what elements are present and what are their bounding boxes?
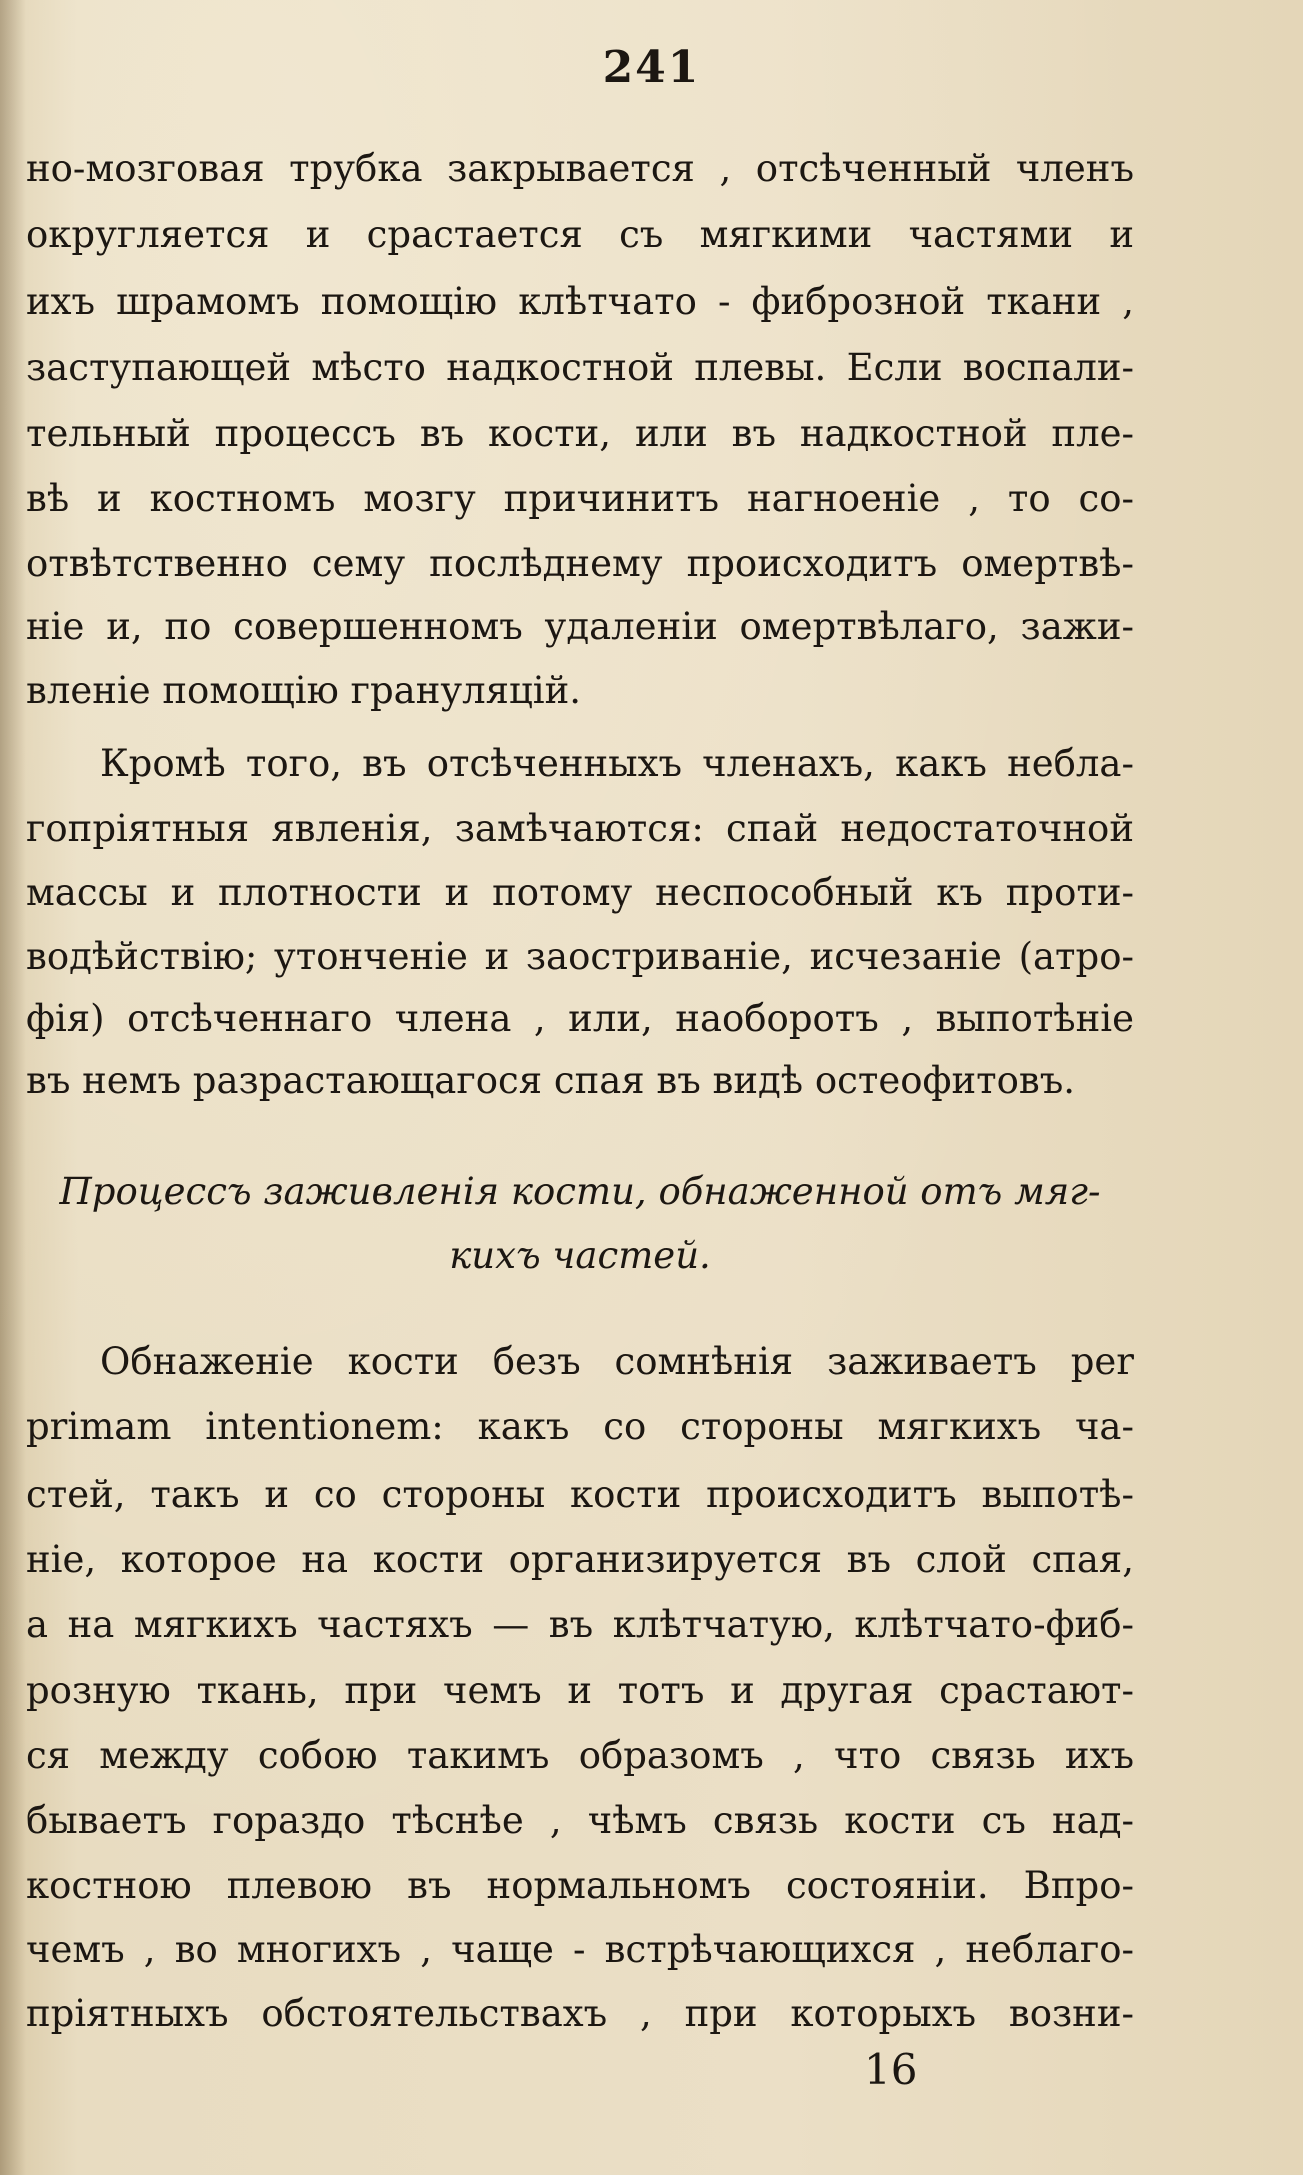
text-line: стей, такъ и со стороны кости происходитъ выпотѣ- bbox=[26, 1473, 1134, 1516]
section-heading-continued: кихъ частей. bbox=[449, 1234, 711, 1277]
text-line: ихъ шрамомъ помощію клѣтчато - фиброзной ткани , bbox=[26, 280, 1134, 323]
text-line: primam intentionem: какъ со стороны мягкихъ ча- bbox=[26, 1405, 1134, 1448]
text-line: пріятныхъ обстоятельствахъ , при которыхъ возни- bbox=[26, 1992, 1134, 2035]
binding-shadow bbox=[0, 0, 26, 2175]
text-line: а на мягкихъ частяхъ — въ клѣтчатую, клѣтчато-фиб- bbox=[26, 1603, 1134, 1646]
text-line: ніе и, по совершенномъ удаленіи омертвѣлаго, зажи- bbox=[26, 605, 1134, 648]
text-line: вѣ и костномъ мозгу причинитъ нагноеніе , то со- bbox=[26, 477, 1134, 520]
text-line: водѣйствію; утонченіе и заостриваніе, исчезаніе (атро- bbox=[26, 935, 1134, 978]
text-line: костною плевою въ нормальномъ состояніи. Впро- bbox=[26, 1864, 1134, 1907]
text-line: гопріятныя явленія, замѣчаются: спай недостаточной bbox=[26, 807, 1134, 850]
text-line: но-мозговая трубка закрывается , отсѣченный членъ bbox=[26, 147, 1134, 190]
text-line: розную ткань, при чемъ и тотъ и другая срастают- bbox=[26, 1669, 1134, 1712]
text-line: бываетъ гораздо тѣснѣе , чѣмъ связь кости съ над- bbox=[26, 1799, 1134, 1842]
text-line: Обнаженіе кости безъ сомнѣнія заживаетъ per bbox=[100, 1340, 1134, 1383]
page-number: 241 bbox=[602, 42, 701, 93]
text-line: тельный процессъ въ кости, или въ надкостной пле- bbox=[26, 412, 1134, 455]
text-line: заступающей мѣсто надкостной плевы. Если воспали- bbox=[26, 346, 1134, 389]
text-line: ся между собою такимъ образомъ , что связь ихъ bbox=[26, 1734, 1134, 1777]
text-line: вленіе помощію грануляцій. bbox=[26, 669, 582, 712]
text-line: массы и плотности и потому неспособный къ проти- bbox=[26, 871, 1134, 914]
text-line: ніе, которое на кости организируется въ слой спая, bbox=[26, 1538, 1134, 1581]
section-heading: Процессъ заживленія кости, обнаженной отъ мяг- bbox=[59, 1170, 1101, 1213]
text-line: отвѣтственно сему послѣднему происходитъ омертвѣ- bbox=[26, 542, 1134, 585]
signature-mark: 16 bbox=[864, 2045, 918, 2094]
text-line: округляется и срастается съ мягкими частями и bbox=[26, 213, 1134, 256]
text-line: чемъ , во многихъ , чаще - встрѣчающихся , неблаго- bbox=[26, 1928, 1134, 1971]
text-line: Кромѣ того, въ отсѣченныхъ членахъ, какъ небла- bbox=[100, 742, 1134, 785]
text-line: въ немъ разрастающагося спая въ видѣ остеофитовъ. bbox=[26, 1059, 1076, 1102]
text-line: фія) отсѣченнаго члена , или, наоборотъ , выпотѣніе bbox=[26, 997, 1134, 1040]
